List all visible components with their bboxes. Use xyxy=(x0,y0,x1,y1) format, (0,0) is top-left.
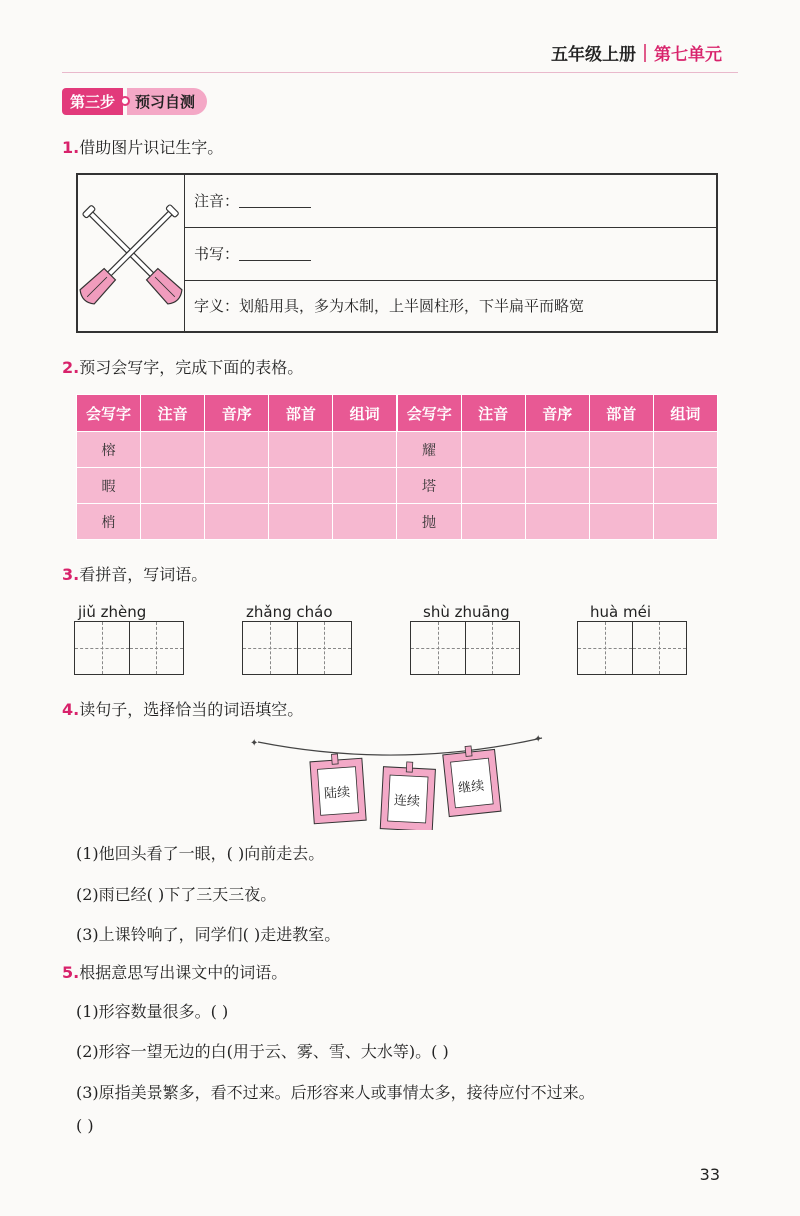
step-banner xyxy=(62,88,207,114)
question-5 xyxy=(62,960,287,983)
page-number: 33 xyxy=(699,1165,720,1184)
step-label: 第三步 xyxy=(62,88,123,115)
definition-item: (2)形容一望无边的白(用于云、雾、雪、大水等)。( ) xyxy=(76,1042,449,1061)
fill-sentence: (3)上课铃响了，同学们( )走进教室。 xyxy=(76,925,341,944)
oars-icon xyxy=(78,175,184,331)
oar-picture-cell xyxy=(78,175,185,331)
definition-item: (1)形容数量很多。( ) xyxy=(76,1002,229,1021)
answer-cell[interactable] xyxy=(269,432,333,468)
character-table xyxy=(76,394,718,540)
answer-cell[interactable] xyxy=(205,468,269,504)
fill-sentence: (1)他回头看了一眼，( )向前走去。 xyxy=(76,844,325,863)
answer-cell[interactable] xyxy=(141,432,205,468)
writing-blank[interactable] xyxy=(239,246,311,261)
answer-cell[interactable] xyxy=(141,504,205,540)
answer-cell[interactable] xyxy=(525,432,589,468)
grid-cell[interactable] xyxy=(578,622,633,674)
answer-cell[interactable] xyxy=(333,468,397,504)
column-header: 音序 xyxy=(525,395,589,432)
char-cell: 塔 xyxy=(397,468,461,504)
column-header: 会写字 xyxy=(77,395,141,432)
banner-dot xyxy=(120,96,130,106)
question-text: 预习会写字，完成下面的表格。 xyxy=(79,358,304,377)
answer-cell[interactable] xyxy=(653,468,717,504)
table-row xyxy=(77,504,718,540)
writing-grid[interactable] xyxy=(74,621,184,675)
column-header: 组词 xyxy=(333,395,397,432)
answer-cell[interactable] xyxy=(461,432,525,468)
grid-cell[interactable] xyxy=(633,622,687,674)
answer-cell[interactable] xyxy=(333,504,397,540)
answer-cell[interactable] xyxy=(141,468,205,504)
hanging-cards-illustration xyxy=(250,730,550,830)
question-number: 1. xyxy=(62,138,80,157)
column-header: 部首 xyxy=(589,395,653,432)
answer-cell[interactable] xyxy=(205,504,269,540)
pinyin-label: shù zhuāng xyxy=(423,603,510,621)
pinyin-label: huà méi xyxy=(590,603,651,621)
table-row xyxy=(77,432,718,468)
question-1 xyxy=(62,135,223,158)
fill-sentence: (2)雨已经( )下了三天三夜。 xyxy=(76,885,277,904)
card-word: 继续 xyxy=(457,778,485,797)
pinyin-label: zhǎng cháo xyxy=(246,603,333,621)
header-divider xyxy=(644,44,646,62)
column-header: 音序 xyxy=(205,395,269,432)
question-text: 读句子，选择恰当的词语填空。 xyxy=(79,700,304,719)
grid-cell[interactable] xyxy=(466,622,520,674)
phonetic-blank[interactable] xyxy=(239,193,311,208)
answer-cell[interactable] xyxy=(525,504,589,540)
card-word: 陆续 xyxy=(323,785,351,802)
phonetic-label: 注音： xyxy=(194,192,240,210)
answer-cell[interactable] xyxy=(205,432,269,468)
header-rule xyxy=(62,72,738,73)
column-header: 组词 xyxy=(653,395,717,432)
question-text: 借助图片识记生字。 xyxy=(79,138,224,157)
question-number: 2. xyxy=(62,358,80,377)
writing-row xyxy=(184,228,716,281)
grid-cell[interactable] xyxy=(130,622,184,674)
table-row xyxy=(77,468,718,504)
column-header: 注音 xyxy=(141,395,205,432)
grid-cell[interactable] xyxy=(243,622,298,674)
question-number: 5. xyxy=(62,963,80,982)
column-header: 部首 xyxy=(269,395,333,432)
table-header-row xyxy=(77,395,718,432)
writing-label: 书写： xyxy=(194,245,240,263)
step-title: 预习自测 xyxy=(127,88,207,115)
string xyxy=(258,738,542,755)
svg-text:✦: ✦ xyxy=(534,734,543,745)
char-cell: 梢 xyxy=(77,504,141,540)
question-3 xyxy=(62,562,207,585)
question-4 xyxy=(62,697,303,720)
question-2 xyxy=(62,355,303,378)
column-header: 注音 xyxy=(461,395,525,432)
character-card-table xyxy=(76,173,718,333)
answer-cell[interactable] xyxy=(333,432,397,468)
answer-cell[interactable] xyxy=(653,432,717,468)
unit-label: 第七单元 xyxy=(654,45,722,65)
answer-cell[interactable] xyxy=(589,468,653,504)
question-text: 根据意思写出课文中的词语。 xyxy=(79,963,288,982)
answer-cell[interactable] xyxy=(461,504,525,540)
meaning-row xyxy=(184,281,716,331)
answer-cell[interactable] xyxy=(525,468,589,504)
question-number: 4. xyxy=(62,700,80,719)
answer-cell[interactable] xyxy=(653,504,717,540)
meaning-text: 字义：划船用具，多为木制，上半圆柱形，下半扁平而略宽 xyxy=(194,297,585,315)
card-word: 连续 xyxy=(393,793,421,810)
char-cell: 耀 xyxy=(397,432,461,468)
svg-text:✦: ✦ xyxy=(250,738,259,749)
question-text: 看拼音，写词语。 xyxy=(79,565,208,584)
answer-cell[interactable] xyxy=(589,504,653,540)
page-header xyxy=(551,40,722,65)
grid-cell[interactable] xyxy=(411,622,466,674)
char-cell: 榕 xyxy=(77,432,141,468)
column-header: 会写字 xyxy=(397,395,461,432)
answer-blank[interactable]: ( ) xyxy=(76,1116,94,1135)
writing-grid[interactable] xyxy=(242,621,352,675)
answer-cell[interactable] xyxy=(589,432,653,468)
answer-cell[interactable] xyxy=(269,504,333,540)
char-cell: 抛 xyxy=(397,504,461,540)
answer-cell[interactable] xyxy=(461,468,525,504)
phonetic-row xyxy=(184,175,716,228)
writing-grid[interactable] xyxy=(577,621,687,675)
grid-cell[interactable] xyxy=(298,622,352,674)
writing-grid[interactable] xyxy=(410,621,520,675)
definition-item: (3)原指美景繁多，看不过来。后形容来人或事情太多，接待应付不过来。 xyxy=(76,1083,595,1102)
answer-cell[interactable] xyxy=(269,468,333,504)
grade-label: 五年级上册 xyxy=(551,45,636,65)
question-number: 3. xyxy=(62,565,80,584)
grid-cell[interactable] xyxy=(75,622,130,674)
pinyin-label: jiǔ zhèng xyxy=(78,603,147,621)
char-cell: 暇 xyxy=(77,468,141,504)
